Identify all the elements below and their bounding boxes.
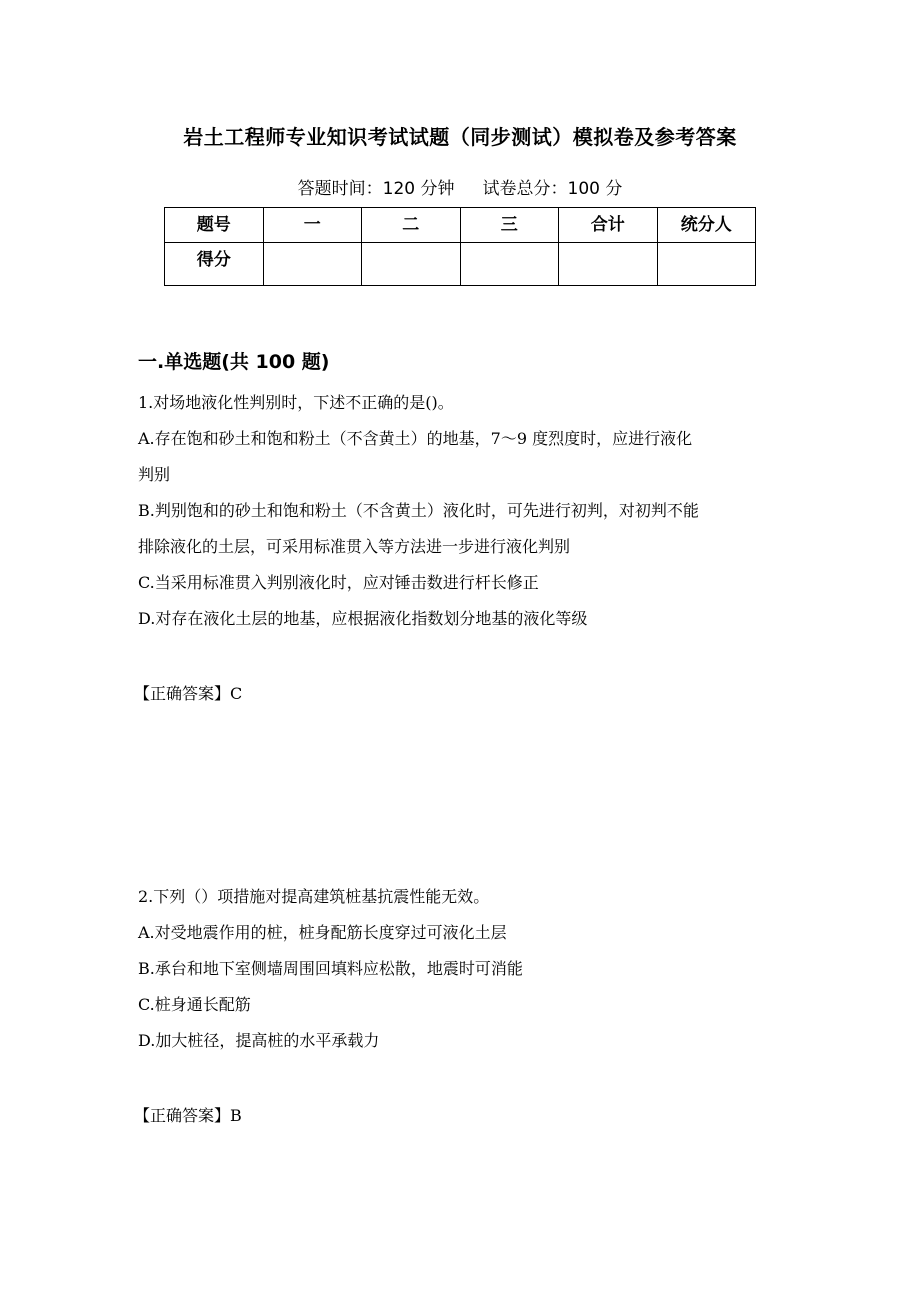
- exam-meta: [0, 174, 920, 199]
- question-2-option-c: C.桩身通长配筋: [138, 995, 251, 1014]
- score-table-header-row: [165, 208, 756, 243]
- score-cell: [460, 243, 559, 286]
- score-cell: [362, 243, 461, 286]
- question-1-option-d: D.对存在液化土层的地基，应根据液化指数划分地基的液化等级: [138, 609, 588, 628]
- exam-time: 答题时间：120 分钟: [297, 179, 455, 199]
- score-table-header: 统分人: [657, 208, 756, 243]
- question-2-answer: 【正确答案】B: [134, 1106, 242, 1125]
- score-table-score-row: [165, 243, 756, 286]
- question-1-option-a-cont: 判别: [138, 465, 171, 484]
- score-table: [164, 207, 756, 286]
- score-table-header: 三: [460, 208, 559, 243]
- score-cell: [559, 243, 658, 286]
- section-heading: 一.单选题(共 100 题): [138, 351, 330, 373]
- question-1-answer: 【正确答案】C: [134, 684, 243, 703]
- score-table-header: 一: [263, 208, 362, 243]
- question-2-option-b: B.承台和地下室侧墙周围回填料应松散，地震时可消能: [138, 959, 523, 978]
- score-row-label: 得分: [165, 243, 264, 286]
- question-2-stem: 2.下列（）项措施对提高建筑桩基抗震性能无效。: [138, 887, 490, 906]
- question-1-option-b-cont: 排除液化的土层，可采用标准贯入等方法进一步进行液化判别: [138, 537, 571, 556]
- document-title: 岩土工程师专业知识考试试题（同步测试）模拟卷及参考答案: [183, 125, 737, 149]
- total-score: 试卷总分：100 分: [482, 179, 623, 199]
- question-1-stem: 1.对场地液化性判别时，下述不正确的是()。: [138, 393, 454, 412]
- score-table-header: 合计: [559, 208, 658, 243]
- score-table-header: 题号: [165, 208, 264, 243]
- question-1-option-b: B.判别饱和的砂土和饱和粉土（不含黄土）液化时，可先进行初判，对初判不能: [138, 501, 699, 520]
- question-2-option-a: A.对受地震作用的桩，桩身配筋长度穿过可液化土层: [138, 923, 507, 942]
- score-table-header: 二: [362, 208, 461, 243]
- question-1-option-c: C.当采用标准贯入判别液化时，应对锤击数进行杆长修正: [138, 573, 539, 592]
- score-cell: [657, 243, 756, 286]
- question-2-option-d: D.加大桩径，提高桩的水平承载力: [138, 1031, 380, 1050]
- question-1-option-a: A.存在饱和砂土和饱和粉土（不含黄土）的地基，7～9 度烈度时，应进行液化: [138, 429, 693, 448]
- score-cell: [263, 243, 362, 286]
